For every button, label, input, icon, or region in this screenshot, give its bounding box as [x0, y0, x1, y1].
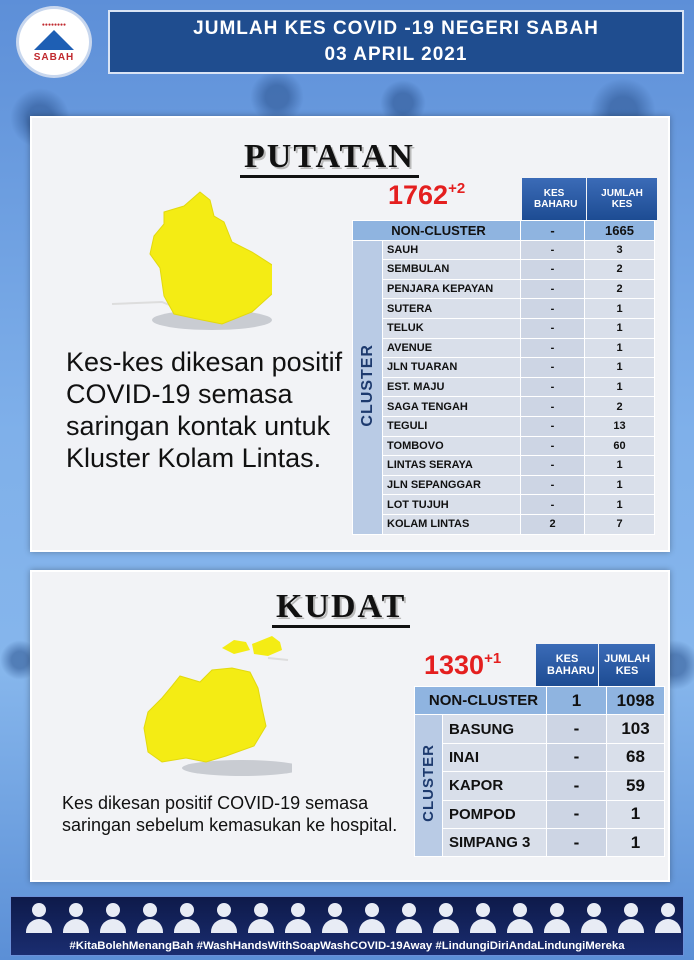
- table-row: [353, 514, 655, 534]
- row-kes-baharu: -: [547, 828, 607, 856]
- non-cluster-row: [353, 221, 655, 241]
- row-jumlah-kes: 1: [585, 456, 655, 476]
- row-name: JLN SEPANGGAR: [383, 475, 521, 495]
- person-icon: [617, 903, 645, 933]
- table-row: [353, 318, 655, 338]
- row-name: SIMPANG 3: [443, 828, 547, 856]
- row-name: BASUNG: [443, 715, 547, 743]
- title-line-2: 03 APRIL 2021: [324, 44, 468, 65]
- person-icon: [358, 903, 386, 933]
- table-row: [415, 828, 665, 856]
- cluster-label: CLUSTER: [420, 744, 437, 823]
- row-kes-baharu: -: [521, 456, 585, 476]
- sabah-logo: ●●●●●●●● SABAH: [16, 6, 92, 78]
- table-row: [353, 416, 655, 436]
- person-icon: [580, 903, 608, 933]
- cluster-label-cell: [353, 240, 383, 534]
- person-icon: [99, 903, 127, 933]
- row-name: SAGA TENGAH: [383, 397, 521, 417]
- table-row: [415, 715, 665, 743]
- row-jumlah-kes: 1: [607, 800, 665, 828]
- new-cases: +2: [448, 180, 466, 197]
- kudat-table: [414, 686, 665, 857]
- description: Kes-kes dikesan positif COVID-19 semasa saringan kontak untuk Kluster Kolam Lintas.: [66, 347, 343, 473]
- title-line-1: JUMLAH KES COVID -19 NEGERI SABAH: [193, 18, 599, 39]
- district-title: PUTATAN: [244, 138, 415, 175]
- row-kes-baharu: -: [521, 221, 585, 241]
- row-name: POMPOD: [443, 800, 547, 828]
- row-kes-baharu: -: [521, 475, 585, 495]
- row-kes-baharu: -: [521, 436, 585, 456]
- header-jumlah-kes: JUMLAH KES: [587, 178, 657, 220]
- row-kes-baharu: -: [521, 338, 585, 358]
- person-icon: [136, 903, 164, 933]
- total-cases: [388, 180, 465, 211]
- row-name: SUTERA: [383, 299, 521, 319]
- row-name: TEGULI: [383, 416, 521, 436]
- table-row: [353, 299, 655, 319]
- table-row: [353, 436, 655, 456]
- row-kes-baharu: -: [521, 318, 585, 338]
- table-row: [353, 358, 655, 378]
- table-row: [353, 279, 655, 299]
- row-name: TELUK: [383, 318, 521, 338]
- row-name: LINTAS SERAYA: [383, 456, 521, 476]
- row-jumlah-kes: 59: [607, 772, 665, 800]
- row-jumlah-kes: 1098: [607, 687, 665, 715]
- person-icon: [284, 903, 312, 933]
- row-kes-baharu: 2: [521, 514, 585, 534]
- table-row: [353, 456, 655, 476]
- putatan-map: [102, 184, 272, 334]
- person-icon: [654, 903, 682, 933]
- row-jumlah-kes: 7: [585, 514, 655, 534]
- row-jumlah-kes: 1: [585, 318, 655, 338]
- person-icon: [210, 903, 238, 933]
- row-kes-baharu: -: [521, 397, 585, 417]
- row-name: KAPOR: [443, 772, 547, 800]
- table-row: [353, 240, 655, 260]
- header-kes-baharu: KES BAHARU: [536, 644, 598, 686]
- row-name: KOLAM LINTAS: [383, 514, 521, 534]
- row-jumlah-kes: 103: [607, 715, 665, 743]
- table-row: [353, 377, 655, 397]
- row-jumlah-kes: 1665: [585, 221, 655, 241]
- mountain-icon: [34, 30, 74, 50]
- row-kes-baharu: -: [521, 260, 585, 280]
- row-name: NON-CLUSTER: [415, 687, 547, 715]
- row-jumlah-kes: 2: [585, 397, 655, 417]
- page-title: [108, 10, 684, 74]
- row-jumlah-kes: 2: [585, 279, 655, 299]
- table-row: [415, 800, 665, 828]
- non-cluster-row: [415, 687, 665, 715]
- table-row: [415, 772, 665, 800]
- row-kes-baharu: -: [521, 240, 585, 260]
- person-icon: [432, 903, 460, 933]
- person-icon: [321, 903, 349, 933]
- district-title: KUDAT: [276, 588, 407, 625]
- person-icon: [247, 903, 275, 933]
- row-jumlah-kes: 2: [585, 260, 655, 280]
- row-kes-baharu: -: [547, 743, 607, 771]
- row-kes-baharu: -: [547, 715, 607, 743]
- table-row: [415, 743, 665, 771]
- people-icons: [25, 903, 682, 933]
- row-name: AVENUE: [383, 338, 521, 358]
- kudat-map: [122, 628, 292, 778]
- row-name: INAI: [443, 743, 547, 771]
- new-cases: +1: [484, 650, 502, 667]
- person-icon: [506, 903, 534, 933]
- row-jumlah-kes: 68: [607, 743, 665, 771]
- row-jumlah-kes: 3: [585, 240, 655, 260]
- row-kes-baharu: -: [521, 358, 585, 378]
- row-jumlah-kes: 1: [585, 338, 655, 358]
- row-name: SAUH: [383, 240, 521, 260]
- row-jumlah-kes: 1: [585, 377, 655, 397]
- row-kes-baharu: -: [547, 800, 607, 828]
- footer-banner: [10, 896, 684, 956]
- row-kes-baharu: -: [547, 772, 607, 800]
- putatan-panel: [30, 116, 670, 552]
- total-value: 1330: [424, 650, 485, 680]
- person-icon: [469, 903, 497, 933]
- row-name: SEMBULAN: [383, 260, 521, 280]
- person-icon: [25, 903, 53, 933]
- row-kes-baharu: -: [521, 495, 585, 515]
- row-jumlah-kes: 1: [585, 495, 655, 515]
- person-icon: [62, 903, 90, 933]
- row-kes-baharu: -: [521, 416, 585, 436]
- table-row: [353, 338, 655, 358]
- table-row: [353, 260, 655, 280]
- person-icon: [173, 903, 201, 933]
- row-name: JLN TUARAN: [383, 358, 521, 378]
- row-jumlah-kes: 1: [607, 828, 665, 856]
- row-jumlah-kes: 1: [585, 475, 655, 495]
- row-jumlah-kes: 1: [585, 299, 655, 319]
- header-kes-baharu: KES BAHARU: [522, 178, 586, 220]
- header-jumlah-kes: JUMLAH KES: [599, 644, 655, 686]
- cluster-label: CLUSTER: [358, 344, 376, 427]
- row-kes-baharu: -: [521, 299, 585, 319]
- table-row: [353, 495, 655, 515]
- putatan-table: [352, 220, 655, 535]
- logo-text: SABAH: [33, 51, 75, 63]
- row-jumlah-kes: 13: [585, 416, 655, 436]
- person-icon: [543, 903, 571, 933]
- table-row: [353, 475, 655, 495]
- description: Kes dikesan positif COVID-19 semasa saringan sebelum kemasukan ke hospital.: [62, 793, 398, 835]
- row-name: LOT TUJUH: [383, 495, 521, 515]
- row-kes-baharu: 1: [547, 687, 607, 715]
- row-name: EST. MAJU: [383, 377, 521, 397]
- hashtags: #KitaBolehMenangBah #WashHandsWithSoapWashCOVID-19Away #LindungiDiriAndaLindungiMereka: [69, 940, 625, 952]
- row-kes-baharu: -: [521, 279, 585, 299]
- row-jumlah-kes: 1: [585, 358, 655, 378]
- row-name: TOMBOVO: [383, 436, 521, 456]
- person-icon: [395, 903, 423, 933]
- total-value: 1762: [388, 180, 449, 210]
- table-row: [353, 397, 655, 417]
- row-jumlah-kes: 60: [585, 436, 655, 456]
- kudat-panel: [30, 570, 670, 882]
- total-cases: [424, 650, 501, 681]
- row-name: NON-CLUSTER: [353, 221, 521, 241]
- row-name: PENJARA KEPAYAN: [383, 279, 521, 299]
- row-kes-baharu: -: [521, 377, 585, 397]
